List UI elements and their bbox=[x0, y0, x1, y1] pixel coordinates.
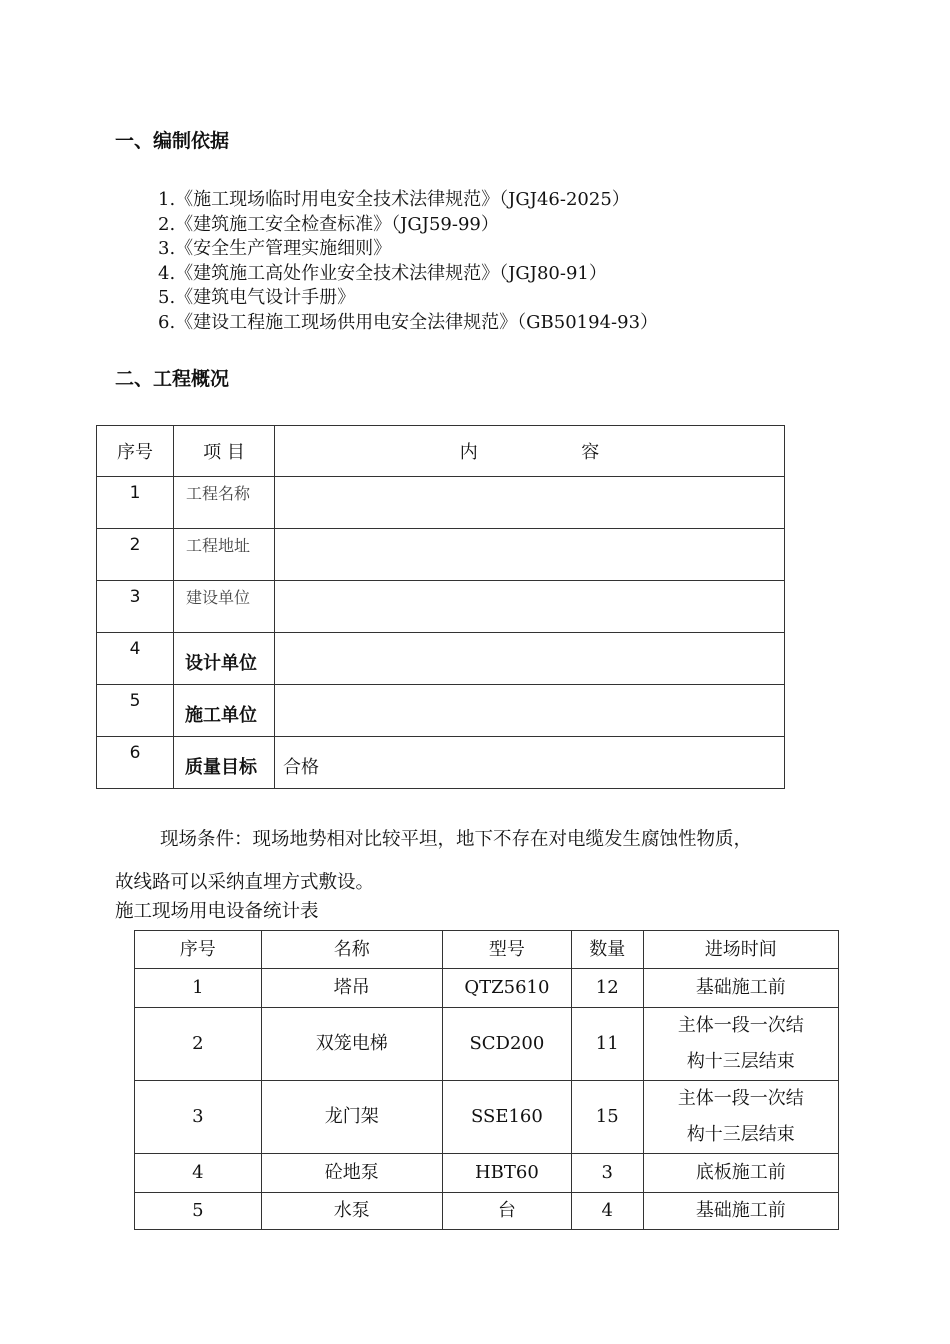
cell-no: 1 bbox=[135, 969, 262, 1008]
reference-item: 5.《建筑电气设计手册》 bbox=[158, 287, 356, 308]
cell-qty: 4 bbox=[571, 1193, 643, 1230]
row-item: 设计单位 bbox=[185, 653, 257, 674]
cell-no: 3 bbox=[135, 1081, 262, 1154]
reference-list bbox=[158, 188, 658, 335]
table-row bbox=[135, 969, 839, 1008]
row-no: 2 bbox=[129, 535, 141, 555]
cell-model: SSE160 bbox=[442, 1081, 571, 1154]
cell-time-line-2: 构十三层结束 bbox=[686, 1124, 795, 1145]
reference-item: 2.《建筑施工安全检查标准》（JGJ59-99） bbox=[158, 213, 499, 235]
cell-model: HBT60 bbox=[442, 1154, 571, 1193]
table-row bbox=[135, 1008, 839, 1081]
header-item: 项 目 bbox=[174, 426, 275, 477]
cell-no: 4 bbox=[135, 1154, 262, 1193]
table-row bbox=[97, 685, 785, 737]
row-item: 质量目标 bbox=[185, 757, 257, 778]
cell-model: SCD200 bbox=[442, 1008, 571, 1081]
row-item: 建设单位 bbox=[186, 588, 251, 607]
row-no: 4 bbox=[129, 639, 141, 659]
cell-qty: 12 bbox=[571, 969, 643, 1008]
table-row bbox=[135, 1193, 839, 1230]
section-heading-overview: 二、工程概况 bbox=[115, 368, 230, 390]
header-no: 序号 bbox=[135, 931, 262, 969]
row-content bbox=[275, 685, 784, 701]
cell-no: 5 bbox=[135, 1193, 262, 1230]
table-row bbox=[97, 477, 785, 529]
header-no: 序号 bbox=[97, 426, 174, 477]
reference-item: 6.《建设工程施工现场供用电安全法律规范》（GB50194-93） bbox=[158, 311, 659, 333]
cell-name: 双笼电梯 bbox=[261, 1008, 442, 1081]
cell-time-line-1: 主体一段一次结 bbox=[677, 1088, 804, 1109]
table-header-row bbox=[97, 426, 785, 477]
cell-model: 台 bbox=[442, 1193, 571, 1230]
header-name: 名称 bbox=[261, 931, 442, 969]
row-content bbox=[275, 633, 784, 649]
table-row bbox=[97, 581, 785, 633]
cell-qty: 3 bbox=[571, 1154, 643, 1193]
row-item: 工程名称 bbox=[186, 484, 251, 503]
equipment-table bbox=[134, 930, 839, 1230]
header-content bbox=[275, 426, 785, 477]
reference-item: 4.《建筑施工高处作业安全技术法律规范》（JGJ80-91） bbox=[158, 262, 607, 284]
header-qty: 数量 bbox=[571, 931, 643, 969]
cell-time: 基础施工前 bbox=[643, 1193, 838, 1230]
row-no: 3 bbox=[129, 587, 141, 607]
table-row bbox=[135, 1154, 839, 1193]
table-row bbox=[97, 529, 785, 581]
cell-time bbox=[643, 1008, 838, 1081]
header-model: 型号 bbox=[442, 931, 571, 969]
table-row bbox=[97, 737, 785, 789]
cell-name: 水泵 bbox=[261, 1193, 442, 1230]
row-item: 施工单位 bbox=[185, 705, 257, 726]
site-condition-line-1: 现场条件：现场地势相对比较平坦，地下不存在对电缆发生腐蚀性物质， bbox=[160, 829, 753, 850]
cell-qty: 11 bbox=[571, 1008, 643, 1081]
row-no: 5 bbox=[129, 691, 141, 711]
row-item: 工程地址 bbox=[186, 536, 251, 555]
cell-name: 龙门架 bbox=[261, 1081, 442, 1154]
table-header-row bbox=[135, 931, 839, 969]
row-content bbox=[275, 529, 784, 545]
header-time: 进场时间 bbox=[643, 931, 838, 969]
cell-no: 2 bbox=[135, 1008, 262, 1081]
cell-time: 底板施工前 bbox=[643, 1154, 838, 1193]
site-condition-line-2: 故线路可以采纳直埋方式敷设。 bbox=[115, 872, 375, 893]
header-content-b: 容 bbox=[581, 442, 600, 463]
row-content bbox=[275, 477, 784, 493]
reference-item: 3.《安全生产管理实施细则》 bbox=[158, 238, 392, 259]
table-row bbox=[135, 1081, 839, 1154]
section-heading-basis: 一、编制依据 bbox=[115, 130, 230, 152]
header-content-a: 内 bbox=[459, 442, 478, 463]
cell-time: 基础施工前 bbox=[643, 969, 838, 1008]
cell-time-line-2: 构十三层结束 bbox=[686, 1051, 795, 1072]
row-no: 1 bbox=[129, 483, 141, 503]
table-row bbox=[97, 633, 785, 685]
cell-name: 砼地泵 bbox=[261, 1154, 442, 1193]
reference-item: 1.《施工现场临时用电安全技术法律规范》（JGJ46-2025） bbox=[158, 189, 630, 210]
project-overview-table bbox=[96, 425, 785, 789]
cell-time bbox=[643, 1081, 838, 1154]
cell-name: 塔吊 bbox=[261, 969, 442, 1008]
row-no: 6 bbox=[129, 743, 141, 763]
cell-model: QTZ5610 bbox=[442, 969, 571, 1008]
cell-time-line-1: 主体一段一次结 bbox=[677, 1015, 804, 1036]
row-content: 合格 bbox=[283, 757, 319, 778]
row-content bbox=[275, 581, 784, 597]
cell-qty: 15 bbox=[571, 1081, 643, 1154]
equipment-table-title: 施工现场用电设备统计表 bbox=[115, 901, 319, 922]
